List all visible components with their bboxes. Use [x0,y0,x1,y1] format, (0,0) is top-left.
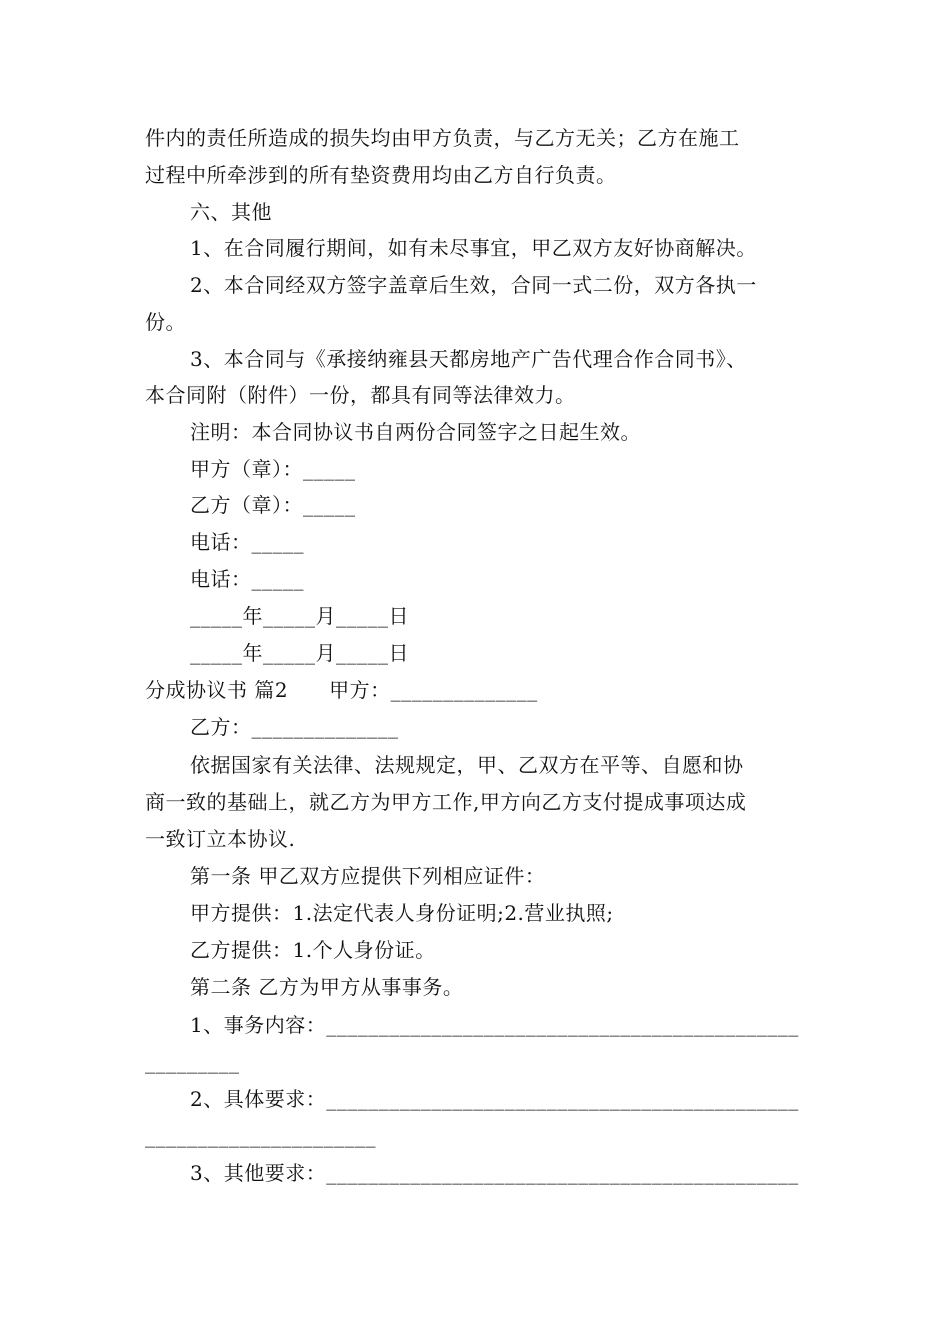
signature-party-b: 乙方（章）：_____ [190,493,356,517]
clause-item: 3、本合同与《承接纳雍县天都房地产广告代理合作合同书》、 [190,347,747,371]
signature-party-a: 甲方（章）：_____ [190,457,356,481]
paragraph-line: 一致订立本协议. [145,827,296,851]
clause-item: 2、具体要求：_____________________________________________ [190,1087,799,1111]
clause-item: 1、在合同履行期间，如有未尽事宜，甲乙双方友好协商解决。 [190,236,757,260]
section-title: 分成协议书 篇2 甲方：______________ [145,678,538,702]
paragraph-line: 份。 [145,310,186,334]
party-b-line: 乙方：______________ [190,715,399,739]
paragraph-line: 依据国家有关法律、法规规定，甲、乙双方在平等、自愿和协 [190,753,744,777]
phone-line: 电话：_____ [190,530,304,554]
date-line: _____年_____月_____日 [190,604,409,628]
clause-item: 1、事务内容：_____________________________________________ [190,1013,799,1037]
clause-item: 2、本合同经双方签字盖章后生效，合同一式二份，双方各执一 [190,273,757,297]
section-heading: 六、其他 [190,200,272,224]
clause-item: 甲方提供：1.法定代表人身份证明;2.营业执照; [190,901,614,925]
clause-item: 3、其他要求：_____________________________________________ [190,1161,799,1185]
paragraph-line: 过程中所牵涉到的所有垫资费用均由乙方自行负责。 [145,163,617,187]
blank-line: _________ [145,1050,240,1074]
paragraph-line: 商一致的基础上，就乙方为甲方工作,甲方向乙方支付提成事项达成 [145,790,747,814]
paragraph-line: 件内的责任所造成的损失均由甲方负责，与乙方无关；乙方在施工 [145,126,740,150]
article-heading: 第二条 乙方为甲方从事事务。 [190,975,464,999]
paragraph-line: 本合同附（附件）一份，都具有同等法律效力。 [145,383,576,407]
blank-line: ______________________ [145,1124,376,1148]
note-line: 注明：本合同协议书自两份合同签字之日起生效。 [190,420,641,444]
clause-item: 乙方提供：1.个人身份证。 [190,938,436,962]
article-heading: 第一条 甲乙双方应提供下列相应证件： [190,864,546,888]
date-line: _____年_____月_____日 [190,641,409,665]
phone-line: 电话：_____ [190,567,304,591]
